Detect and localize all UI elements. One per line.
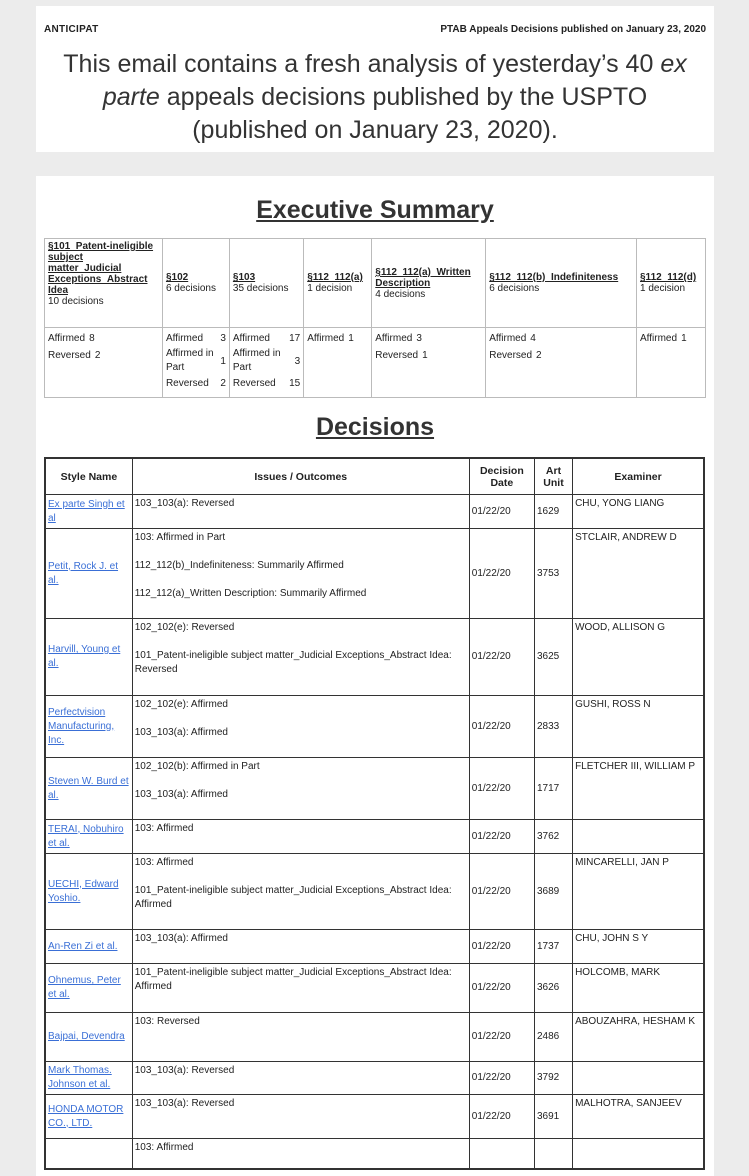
decision-date-cell: 01/22/20 xyxy=(469,1095,534,1139)
outcome-label: Affirmed xyxy=(375,333,413,344)
style-name-cell xyxy=(45,820,132,854)
issue-outcome: 103: Affirmed in Part xyxy=(134,532,226,543)
issue-outcome: 112_112(b)_Indefiniteness: Summarily Affirmed xyxy=(134,560,344,571)
issue-outcome: 103: Reversed xyxy=(134,1016,200,1027)
case-link[interactable]: An-Ren Zi et al. xyxy=(48,940,118,952)
col-header-examiner: Examiner xyxy=(573,458,704,495)
summary-table xyxy=(44,238,706,398)
style-name-cell xyxy=(45,529,132,619)
outcome-label: Affirmed xyxy=(489,333,527,344)
executive-summary-title: Executive Summary xyxy=(256,196,494,224)
issues-cell xyxy=(132,495,469,529)
issue-outcome: 101_Patent-ineligible subject matter_Judicial Exceptions_Abstract Idea: Affirmed xyxy=(134,885,452,910)
examiner-cell: CHU, YONG LIANG xyxy=(573,495,704,529)
outcome-label: Affirmed xyxy=(48,333,86,344)
summary-outcomes-cell xyxy=(486,328,637,398)
issues-cell xyxy=(132,619,469,696)
outcome-label: Reversed xyxy=(48,350,91,361)
examiner-cell xyxy=(573,820,704,854)
summary-outcome xyxy=(307,330,368,347)
issues-cell xyxy=(132,964,469,1013)
decision-date-cell: 01/22/20 xyxy=(469,820,534,854)
decision-date-cell: 01/22/20 xyxy=(469,529,534,619)
style-name-cell xyxy=(45,930,132,964)
issue-outcome: 101_Patent-ineligible subject matter_Judicial Exceptions_Abstract Idea: Reversed xyxy=(134,650,452,675)
issues-cell xyxy=(132,930,469,964)
examiner-cell: CHU, JOHN S Y xyxy=(573,930,704,964)
summary-decision-count: 10 decisions xyxy=(48,296,104,307)
art-unit-cell: 3762 xyxy=(534,820,572,854)
examiner-cell: GUSHI, ROSS N xyxy=(573,696,704,758)
summary-outcome xyxy=(166,375,226,392)
outcome-label: Affirmed xyxy=(165,333,204,344)
issues-cell xyxy=(132,820,469,854)
summary-outcomes-cell xyxy=(637,328,706,398)
summary-column-header xyxy=(162,239,229,328)
case-link[interactable]: Mark Thomas. Johnson et al. xyxy=(48,1065,112,1090)
art-unit-cell: 2833 xyxy=(534,696,572,758)
outcome-label: Reversed xyxy=(232,378,276,389)
decisions-table xyxy=(44,457,705,1170)
col-header-issues: Issues / Outcomes xyxy=(132,458,469,495)
summary-outcome xyxy=(166,330,226,347)
col-header-style: Style Name xyxy=(45,458,132,495)
summary-decision-count: 4 decisions xyxy=(375,288,426,300)
intro-text: This email contains a fresh analysis of yesterday’s 40 ex parte appeals decisions published by the USPTO (published on January 23, 2020). xyxy=(63,50,687,144)
style-name-cell xyxy=(45,758,132,820)
summary-outcomes-cell xyxy=(372,328,486,398)
summary-outcome xyxy=(166,347,226,375)
summary-outcome xyxy=(48,347,159,364)
issue-outcome: 103_103(a): Affirmed xyxy=(134,933,228,944)
issue-outcome: 103_103(a): Affirmed xyxy=(134,789,228,800)
outcome-label: Affirmed in Part xyxy=(232,348,281,373)
summary-column-header xyxy=(372,239,486,328)
content-card xyxy=(36,176,714,1176)
summary-decision-count: 1 decision xyxy=(307,283,353,294)
summary-outcome xyxy=(489,347,633,364)
examiner-cell: MALHOTRA, SANJEEV xyxy=(573,1095,704,1139)
issue-outcome: 101_Patent-ineligible subject matter_Judicial Exceptions_Abstract Idea: Affirmed xyxy=(134,967,452,992)
decision-row xyxy=(45,619,704,696)
style-name-cell xyxy=(45,1095,132,1139)
decision-date-cell: 01/22/20 xyxy=(469,930,534,964)
art-unit-cell: 1717 xyxy=(534,758,572,820)
style-name-cell xyxy=(45,1139,132,1169)
decision-row xyxy=(45,1062,704,1095)
examiner-cell: HOLCOMB, MARK xyxy=(573,964,704,1013)
summary-outcome xyxy=(233,330,300,347)
summary-decision-count: 35 decisions xyxy=(232,283,289,294)
art-unit-cell: 3626 xyxy=(534,964,572,1013)
outcome-count: 17 xyxy=(289,333,301,344)
decision-row xyxy=(45,696,704,758)
summary-decision-count: 6 decisions xyxy=(489,283,540,294)
outcome-label: Affirmed xyxy=(640,333,678,344)
style-name-cell xyxy=(45,1013,132,1062)
examiner-cell: STCLAIR, ANDREW D xyxy=(573,529,704,619)
decision-row xyxy=(45,820,704,854)
art-unit-cell: 3691 xyxy=(534,1095,572,1139)
summary-section-link[interactable]: §112_112(a) xyxy=(307,272,363,283)
examiner-cell: FLETCHER III, WILLIAM P xyxy=(573,758,704,820)
outcome-count: 3 xyxy=(416,333,422,344)
summary-outcome xyxy=(375,347,482,364)
issues-cell xyxy=(132,696,469,758)
issue-outcome: 102_102(e): Affirmed xyxy=(134,699,228,710)
issues-cell xyxy=(132,1139,469,1169)
issue-outcome: 103: Affirmed xyxy=(134,823,194,834)
case-link[interactable]: Perfectvision Manufacturing, Inc. xyxy=(48,706,115,746)
issues-cell xyxy=(132,1013,469,1062)
outcome-label: Affirmed xyxy=(307,333,345,344)
outcome-count: 2 xyxy=(94,350,101,361)
outcome-label: Reversed xyxy=(165,378,209,389)
outcome-count: 1 xyxy=(681,333,687,344)
style-name-cell xyxy=(45,619,132,696)
summary-section-link[interactable]: §112_112(a)_Written Description xyxy=(375,266,471,289)
case-link[interactable]: Ex parte Singh et al xyxy=(48,498,125,524)
summary-section-link[interactable]: §112_112(d) xyxy=(640,272,697,283)
outcome-count: 4 xyxy=(530,333,536,344)
style-name-cell xyxy=(45,495,132,529)
outcome-count: 3 xyxy=(220,333,226,344)
style-name-cell xyxy=(45,854,132,930)
issue-outcome: 103: Affirmed xyxy=(134,1142,194,1153)
art-unit-cell: 3625 xyxy=(534,619,572,696)
case-link[interactable]: Bajpai, Devendra xyxy=(48,1031,125,1042)
summary-column-header xyxy=(229,239,303,328)
decision-date-cell: 01/22/20 xyxy=(469,758,534,820)
examiner-cell: MINCARELLI, JAN P xyxy=(573,854,704,930)
issue-outcome: 103_103(a): Reversed xyxy=(134,1098,235,1109)
summary-outcome xyxy=(489,330,633,347)
decision-row xyxy=(45,1095,704,1139)
outcome-label: Affirmed xyxy=(232,333,270,344)
summary-outcome xyxy=(375,330,482,347)
outcome-count: 2 xyxy=(220,378,226,389)
summary-column-header xyxy=(304,239,372,328)
issue-outcome: 103: Affirmed xyxy=(134,857,194,868)
summary-decision-count: 1 decision xyxy=(640,283,686,294)
decision-row xyxy=(45,495,704,529)
decision-date-cell: 01/22/20 xyxy=(469,696,534,758)
summary-outcome xyxy=(233,347,300,375)
summary-outcome xyxy=(640,330,702,347)
decisions-title: Decisions xyxy=(315,413,435,441)
outcome-label: Reversed xyxy=(489,350,533,361)
summary-outcomes-cell xyxy=(162,328,229,398)
case-link[interactable]: Harvill, Young et al. xyxy=(48,644,121,669)
outcome-count: 3 xyxy=(294,355,301,367)
issue-outcome: 102_102(e): Reversed xyxy=(134,622,235,633)
art-unit-cell: 1629 xyxy=(534,495,572,529)
decision-row xyxy=(45,1013,704,1062)
decision-date-cell: 01/22/20 xyxy=(469,619,534,696)
issue-outcome: 103_103(a): Affirmed xyxy=(134,727,228,738)
summary-section-link[interactable]: §112_112(b)_Indefiniteness xyxy=(489,272,619,283)
summary-outcome xyxy=(233,375,300,392)
decision-row xyxy=(45,964,704,1013)
art-unit-cell: 3753 xyxy=(534,529,572,619)
case-link[interactable]: Steven W. Burd et al. xyxy=(48,775,129,801)
decision-date-cell: 01/22/20 xyxy=(469,964,534,1013)
art-unit-cell xyxy=(534,1139,572,1169)
decision-date-cell: 01/22/20 xyxy=(469,854,534,930)
examiner-cell: ABOUZAHRA, HESHAM K xyxy=(573,1013,704,1062)
case-link[interactable]: HONDA MOTOR CO., LTD. xyxy=(48,1103,124,1129)
summary-column-header xyxy=(486,239,637,328)
case-link[interactable]: Ohnemus, Peter et al. xyxy=(48,975,121,1000)
summary-column-header xyxy=(637,239,706,328)
issues-cell xyxy=(132,1062,469,1095)
decision-date-cell: 01/22/20 xyxy=(469,495,534,529)
examiner-cell xyxy=(573,1139,704,1169)
decision-row xyxy=(45,930,704,964)
style-name-cell xyxy=(45,1062,132,1095)
art-unit-cell: 3689 xyxy=(534,854,572,930)
summary-outcome xyxy=(48,330,159,347)
decision-date-cell: 01/22/20 xyxy=(469,1013,534,1062)
summary-outcomes-cell xyxy=(229,328,303,398)
decision-row xyxy=(45,854,704,930)
issue-outcome: 112_112(a)_Written Description: Summarily Affirmed xyxy=(134,588,367,599)
outcome-count: 1 xyxy=(422,350,428,361)
issue-outcome: 103_103(a): Reversed xyxy=(134,1065,235,1076)
outcome-count: 1 xyxy=(348,333,354,344)
issues-cell xyxy=(132,529,469,619)
decision-row xyxy=(45,529,704,619)
summary-section-link[interactable]: §102 xyxy=(165,272,189,283)
style-name-cell xyxy=(45,696,132,758)
summary-section-link[interactable]: §103 xyxy=(232,272,256,283)
decision-date-cell: 01/22/20 xyxy=(469,1062,534,1095)
outcome-count: 2 xyxy=(536,350,542,361)
decision-date-cell xyxy=(469,1139,534,1169)
case-link[interactable]: Petit, Rock J. et al. xyxy=(48,560,119,586)
header-card xyxy=(36,6,714,152)
issues-cell xyxy=(132,758,469,820)
case-link[interactable]: TERAI, Nobuhiro et al. xyxy=(48,823,124,849)
decision-row xyxy=(45,758,704,820)
art-unit-cell: 2486 xyxy=(534,1013,572,1062)
brand-label: ANTICIPAT xyxy=(44,24,99,35)
examiner-cell xyxy=(573,1062,704,1095)
issues-cell xyxy=(132,854,469,930)
col-header-unit: Art Unit xyxy=(534,458,572,495)
outcome-label: Affirmed in Part xyxy=(165,348,214,373)
art-unit-cell: 1737 xyxy=(534,930,572,964)
style-name-cell xyxy=(45,964,132,1013)
case-link[interactable]: UECHI, Edward Yoshio. xyxy=(48,878,119,904)
published-date: PTAB Appeals Decisions published on January 23, 2020 xyxy=(440,24,706,35)
decision-row xyxy=(45,1139,704,1169)
summary-decision-count: 6 decisions xyxy=(165,283,216,294)
outcome-count: 8 xyxy=(89,333,95,344)
outcome-count: 15 xyxy=(289,378,301,389)
summary-section-link[interactable]: §101_Patent-ineligible subject matter_Judicial Exceptions_Abstract Idea xyxy=(48,241,154,296)
outcome-count: 1 xyxy=(220,355,226,367)
examiner-cell: WOOD, ALLISON G xyxy=(573,619,704,696)
summary-outcomes-cell xyxy=(45,328,163,398)
col-header-date: Decision Date xyxy=(469,458,534,495)
summary-outcomes-cell xyxy=(304,328,372,398)
issues-cell xyxy=(132,1095,469,1139)
summary-column-header xyxy=(45,239,163,328)
outcome-label: Reversed xyxy=(375,350,419,361)
issue-outcome: 103_103(a): Reversed xyxy=(134,498,235,509)
issue-outcome: 102_102(b): Affirmed in Part xyxy=(134,761,260,772)
art-unit-cell: 3792 xyxy=(534,1062,572,1095)
